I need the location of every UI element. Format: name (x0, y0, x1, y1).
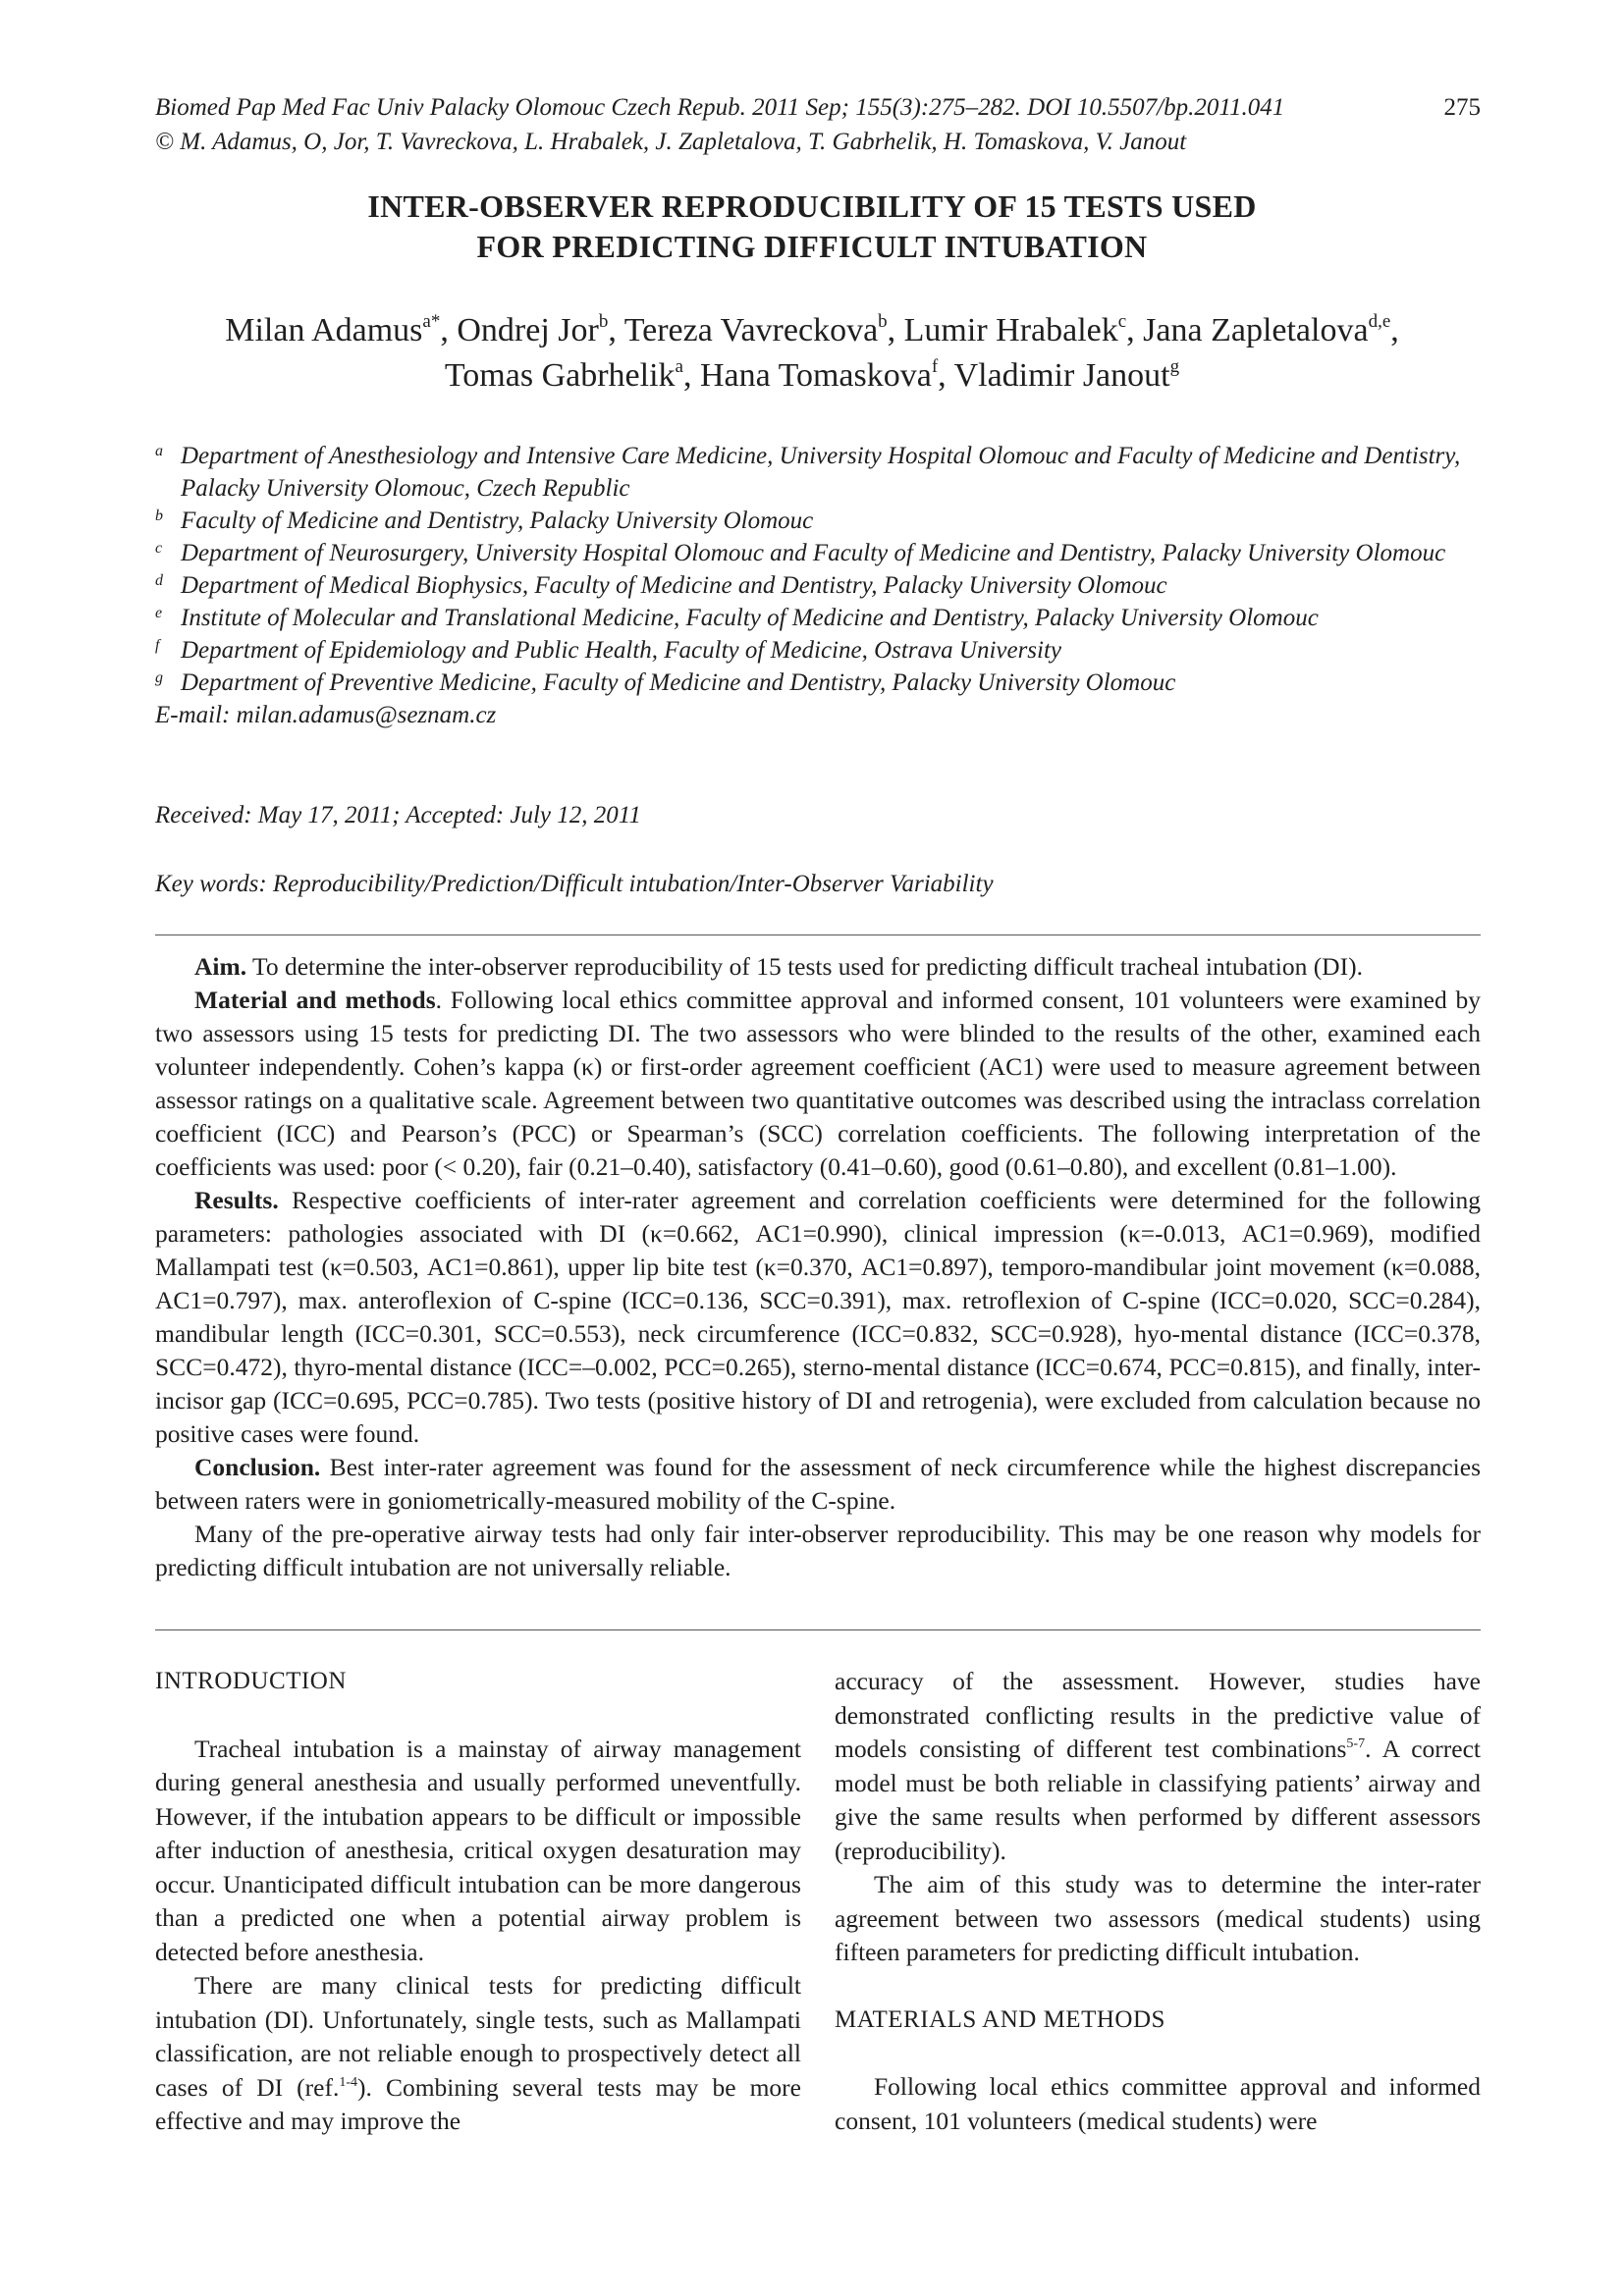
author-name: Vladimir Janout (953, 357, 1170, 394)
intro-paragraph-1: Tracheal intubation is a mainstay of airway management during general anesthesia and usually performed uneventfully. However, if the intubation appears to be difficult or impossible after induction of anesthesia, critical oxygen desaturation may occur. Unanticipated difficult intubation can be more dangerous than a predicted one when a potential airway problem is detected before anesthesia. (155, 1734, 801, 1966)
aim-text: To determine the inter-observer reproducibility of 15 tests used for predicting difficult tracheal intubation (DI). (246, 952, 1363, 981)
affiliation-text: Department of Preventive Medicine, Faculty of Medicine and Dentistry, Palacky University Olomouc (181, 669, 1176, 696)
author-separator: , (1390, 312, 1399, 348)
title-line-1: INTER-OBSERVER REPRODUCIBILITY OF 15 TESTS USED (367, 188, 1257, 224)
affiliation-text: Department of Medical Biophysics, Faculty of Medicine and Dentistry, Palacky University Olomouc (181, 572, 1167, 599)
author-name: Lumir Hrabalek (903, 312, 1118, 348)
received-accepted-dates: Received: May 17, 2011; Accepted: July 12, 2011 (155, 802, 641, 828)
aim-paragraph: The aim of this study was to determine the inter-rater agreement between two assessors (medical students) using fifteen parameters for predicting difficult intubation. (835, 1870, 1481, 1966)
left-column (155, 1665, 801, 2139)
copyright-line: © M. Adamus, O, Jor, T. Vavreckova, L. Hrabalek, J. Zapletalova, T. Gabrhelik, H. Tomaskova, V. Janout (155, 129, 1187, 155)
affiliation-item (155, 505, 1481, 537)
author-affiliation-mark: g (1169, 356, 1180, 377)
affiliation-text: Department of Neurosurgery, University Hospital Olomouc and Faculty of Medicine and Dentistry, Palacky University Olomouc (181, 540, 1446, 566)
intro-paragraph-2-tail: ). Combining several tests may be more effective and may improve the (155, 2072, 801, 2135)
author-name: Hana Tomaskova (699, 357, 932, 394)
intro-paragraph-2-text: There are many clinical tests for predicting difficult intubation (DI). Unfortunately, single tests, such as Mallampati classification, are not reliable enough to prospectively detect all cases of DI (ref. (155, 1971, 801, 2102)
affiliation-item (155, 667, 1481, 699)
author-name: Ondrej Jor (457, 312, 599, 348)
abstract-methods (155, 984, 1481, 1184)
citation-reference: 1-4 (339, 2074, 358, 2090)
author-affiliation-mark: c (1117, 311, 1127, 332)
author-name: Milan Adamus (225, 312, 423, 348)
affiliation-item (155, 634, 1481, 667)
affiliation-mark: b (155, 507, 163, 524)
author-separator: , (440, 312, 458, 348)
author-separator: , (682, 357, 700, 394)
affiliation-mark: a (155, 443, 163, 459)
affiliation-text: Department of Anesthesiology and Intensive Care Medicine, University Hospital Olomouc and Faculty of Medicine and Dentistry, Palacky University Olomouc, Czech Republic (181, 443, 1461, 502)
author-affiliation-mark: b (598, 311, 609, 332)
email-line: E-mail: milan.adamus@seznam.cz (155, 702, 497, 728)
affiliation-item (155, 602, 1481, 634)
abstract (155, 950, 1481, 1584)
intro-continued-text: accuracy of the assessment. However, studies have demonstrated conflicting results in the predictive value of models consisting of different test combinations (835, 1667, 1481, 1763)
citation-line: Biomed Pap Med Fac Univ Palacky Olomouc Czech Repub. 2011 Sep; 155(3):275–282. DOI 10.5507/bp.2011.041 (155, 94, 1285, 121)
affiliation-item (155, 537, 1481, 569)
affiliations (155, 440, 1481, 731)
author-name: Jana Zapletalova (1143, 312, 1369, 348)
author-affiliation-mark: f (931, 356, 939, 377)
results-text: Respective coefficients of inter-rater agreement and correlation coefficients were determined for the following parameters: pathologies associated with DI (κ=0.662, AC1=0.990), clinical impression (κ=-0.013, AC1=0.969), modified Mallampati test (κ=0.503, AC1=0.861), upper lip bite test (κ=0.370, AC1=0.897), temporo-mandibular joint movement (κ=0.088, AC1=0.797), max. anteroflexion of C-spine (ICC=0.136, SCC=0.391), max. retroflexion of C-spine (ICC=0.020, SCC=0.284), mandibular length (ICC=0.301, SCC=0.553), neck circumference (ICC=0.832, SCC=0.928), hyo-mental distance (ICC=0.378, SCC=0.472), thyro-mental distance (ICC=–0.002, PCC=0.265), sterno-mental distance (ICC=0.674, PCC=0.815), and finally, inter-incisor gap (ICC=0.695, PCC=0.785). Two tests (positive history of DI and retrogenia), were excluded from calculation because no positive cases were found. (155, 1186, 1481, 1448)
author-affiliation-mark: d,e (1368, 311, 1391, 332)
title-line-2: FOR PREDICTING DIFFICULT INTUBATION (476, 229, 1148, 264)
introduction-heading: INTRODUCTION (155, 1668, 347, 1694)
affiliation-mark: g (155, 669, 163, 686)
affiliation-text: Faculty of Medicine and Dentistry, Palacky University Olomouc (181, 507, 814, 534)
abstract-bottom-rule (155, 1629, 1481, 1630)
methods-text: . Following local ethics committee approval and informed consent, 101 volunteers were examined by two assessors using 15 tests for predicting DI. The two assessors who were blinded to the results of the other, examined each volunteer independently. Cohen’s kappa (κ) or first-order agreement coefficient (AC1) were used to measure agreement between assessor ratings on a qualitative scale. Agreement between two quantitative outcomes was described using the intraclass correlation coefficient (ICC) and Pearson’s (PCC) or Spearman’s (SCC) correlation coefficients. The following interpretation of the coefficients was used: poor (< 0.20), fair (0.21–0.40), satisfactory (0.41–0.60), good (0.61–0.80), and excellent (0.81–1.00). (155, 986, 1481, 1181)
author-separator: , (1126, 312, 1144, 348)
affiliation-text: Institute of Molecular and Translational Medicine, Faculty of Medicine and Dentistry, Palacky University Olomouc (181, 605, 1319, 631)
aim-label: Aim. (194, 952, 247, 981)
affiliation-mark: d (155, 572, 163, 589)
author-affiliation-mark: b (878, 311, 888, 332)
intro-paragraph-continued (835, 1665, 1481, 1868)
article-title (0, 187, 1624, 267)
results-label: Results. (194, 1186, 279, 1214)
abstract-aim (155, 950, 1481, 984)
conclusion-label: Conclusion. (194, 1453, 321, 1481)
methods-label: Material and methods (194, 986, 436, 1014)
affiliation-mark: f (155, 637, 160, 654)
author-affiliation-mark: a* (422, 311, 441, 332)
keywords-line: Key words: Reproducibility/Prediction/Difficult intubation/Inter-Observer Variability (155, 871, 994, 897)
methods-paragraph: Following local ethics committee approval and informed consent, 101 volunteers (medical students) were (835, 2072, 1481, 2135)
author-separator: , (887, 312, 904, 348)
affiliation-item (155, 440, 1481, 505)
right-column (835, 1665, 1481, 2138)
author-name: Tomas Gabrhelik (444, 357, 676, 394)
affiliation-mark: c (155, 540, 163, 557)
running-header (155, 90, 1481, 159)
author-affiliation-mark: a (675, 356, 683, 377)
abstract-results (155, 1184, 1481, 1451)
abstract-final: Many of the pre-operative airway tests had only fair inter-observer reproducibility. This may be one reason why models for predicting difficult intubation are not universally reliable. (155, 1520, 1481, 1581)
citation-reference: 5-7 (1346, 1736, 1366, 1751)
affiliation-text: Department of Epidemiology and Public Health, Faculty of Medicine, Ostrava University (181, 637, 1062, 664)
materials-methods-heading: MATERIALS AND METHODS (835, 2005, 1165, 2033)
intro-paragraph-2 (155, 1969, 801, 2139)
affiliation-mark: e (155, 605, 163, 621)
abstract-top-rule (155, 934, 1481, 935)
conclusion-text: Best inter-rater agreement was found for the assessment of neck circumference while the highest discrepancies between raters were in goniometrically-measured mobility of the C-spine. (155, 1453, 1481, 1515)
intro-continued-tail: . A correct model must be both reliable in classifying patients’ airway and give the same results when performed by different assessors (reproducibility). (835, 1735, 1482, 1865)
author-separator: , (608, 312, 624, 348)
page-number: 275 (1443, 94, 1481, 121)
author-list (0, 308, 1624, 399)
affiliation-item (155, 569, 1481, 602)
abstract-conclusion (155, 1451, 1481, 1518)
author-separator: , (938, 357, 954, 394)
author-name: Tereza Vavreckova (623, 312, 879, 348)
